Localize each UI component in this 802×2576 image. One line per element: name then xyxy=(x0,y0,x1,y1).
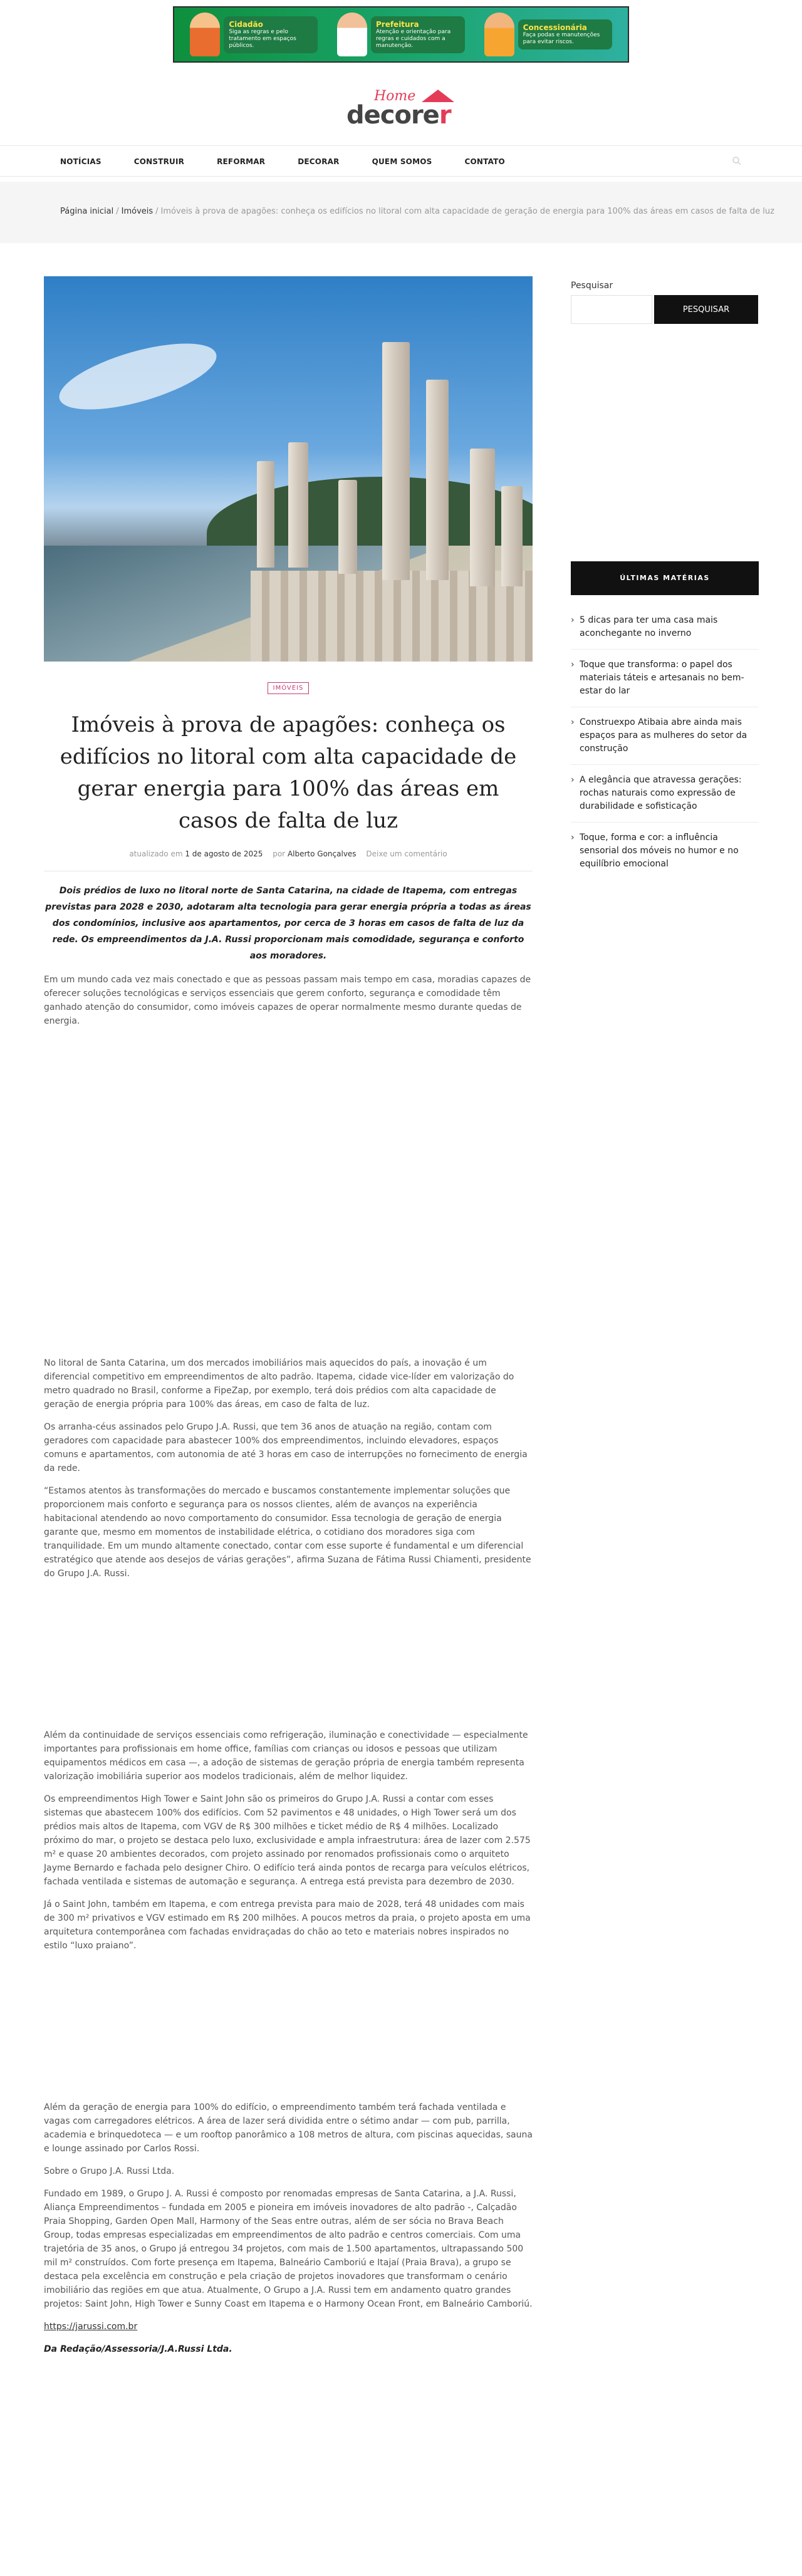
category-wrap xyxy=(44,680,533,694)
article-paragraph: Já o Saint John, também em Itapema, e com entrega prevista para maio de 2028, terá 48 unidades com mais de 300 m² privativos e VGV estimado em R$ 200 milhões. A poucos metros da praia, o projeto aposta em uma arquitetura contemporânea com fachadas envidraçadas do chão ao teto e materiais nobres inspirados no estilo “luxo praiano”. xyxy=(44,1899,531,1951)
cloud-shape xyxy=(53,330,223,423)
banner-title: Cidadão xyxy=(229,19,263,29)
logo-main-a: decore xyxy=(346,101,439,130)
article-signature: Da Redação/Assessoria/J.A.Russi Ltda. xyxy=(44,2344,232,2354)
company-link[interactable]: https://jarussi.com.br xyxy=(44,2322,138,2332)
worker-illustration xyxy=(337,13,367,56)
article-author[interactable]: Alberto Gonçalves xyxy=(287,849,357,858)
search-label: Pesquisar xyxy=(571,281,613,291)
latest-item[interactable] xyxy=(571,614,759,650)
tower-shape xyxy=(257,461,274,568)
article-lede: Dois prédios de luxo no litoral norte de Santa Catarina, na cidade de Itapema, com entregas previstas para 2028 e 2030, adotaram alta tecnologia para gerar energia própria a todas as áreas dos condomínios, inclusive aos apartamentos, por cerca de 3 horas em casos de falta de luz da rede. Os empreendimentos da J.A. Russi proporcionam mais comodidade, segurança e conforto aos moradores. xyxy=(45,886,531,961)
chevron-right-icon: › xyxy=(571,775,575,785)
main-nav xyxy=(0,145,802,177)
banner-title: Concessionária xyxy=(523,23,587,32)
chevron-right-icon: › xyxy=(571,833,575,843)
category-badge[interactable]: IMÓVEIS xyxy=(268,682,310,694)
citizen-illustration xyxy=(190,13,220,56)
logo-script-text: Home xyxy=(374,88,416,104)
latest-heading: ÚLTIMAS MATÉRIAS xyxy=(571,561,759,595)
ad-space xyxy=(44,1028,533,1348)
logo-main-text xyxy=(346,101,451,130)
article-paragraph: Os empreendimentos High Tower e Saint John são os primeiros do Grupo J.A. Russi a contar com esses sistemas que abastecem 100% dos edifícios. Com 52 pavimentos e 48 unidades, o High Tower será um dos prédios mais altos de Itapema, com VGV de R$ 300 milhões e ticket médio de R$ 4 milhões. Localizado próximo do mar, o projeto se destaca pelo luxo, exclusividade e ampla infraestrutura: área de lazer com 2.575 m² e quase 20 ambientes decorados, com projeto assinado por renomados profissionais como o arquiteto Jayme Bernardo e fachada pelo designer Chiro. O edifício terá ainda pontos de recarga para veículos elétricos, fachada ventilada e sistemas de automação e segurança. A entrega está prevista para dezembro de 2030. xyxy=(44,1794,531,1887)
banner-text: Atenção e orientação para regras e cuidados com a manutenção. xyxy=(375,28,451,49)
latest-item-label: Toque que transforma: o papel dos materiais táteis e artesanais no bem-estar do lar xyxy=(580,660,744,696)
latest-item[interactable] xyxy=(571,831,759,880)
banner-title: Prefeitura xyxy=(375,19,419,29)
chevron-right-icon: › xyxy=(571,615,575,625)
article-paragraph: Em um mundo cada vez mais conectado e que as pessoas passam mais tempo em casa, moradias capazes de oferecer soluções tecnológicas e serviços essenciais que gerem conforto, segurança e comodidade têm ganhado atenção do consumidor, como imóveis capazes de operar normalmente mesmo durante quedas de energia. xyxy=(44,975,531,1026)
breadcrumb-separator: / xyxy=(155,207,159,216)
article-paragraph: Fundado em 1989, o Grupo J. A. Russi é composto por renomadas empresas de Santa Catarina, a J.A. Russi, Aliança Empreendimentos – fundada em 2005 e pioneira em imóveis inovadores de alto padrão -, Calçadão Praia Shopping, Garden Open Mall, Harmony of the Seas entre outras, além de ser sócia no Brava Beach Group, todas empresas especializadas em empreendimentos de alto padrão e centros comerciais. Com uma trajetória de 35 anos, o Grupo já entregou 34 projetos, com mais de 1.500 apartamentos, ultrapassando 500 mil m² construídos. Com forte presença em Itapema, Balneário Camboriú e Itajaí (Praia Brava), a grupo se destaca pela excelência em construção e pela criação de projetos inovadores que transformam o cenário imobiliário das regiões em que atua. Atualmente, O Grupo a J.A. Russi tem em andamento quatro grandes projetos: Saint John, High Tower e Sunny Coast em Itapema e o Harmony Ocean Front, em Balneário Camboriú. xyxy=(44,2189,533,2309)
latest-item-label: A elegância que atravessa gerações: rochas naturais como expressão de durabilidade e sofisticação xyxy=(580,775,742,811)
breadcrumb-separator: / xyxy=(116,207,119,216)
nav-item-noticias[interactable]: NOTÍCIAS xyxy=(60,157,102,166)
latest-item[interactable] xyxy=(571,774,759,823)
article-paragraph: Além da continuidade de serviços essenciais como refrigeração, iluminação e conectividade — especialmente importantes para profissionais em home office, famílias com crianças ou idosos e pessoas que utilizam equipamentos médicos em casa —, a adoção de sistemas de geração própria de energia também representa valorização imobiliária superior aos modelos tradicionais, além de melhor liquidez. xyxy=(44,1730,528,1782)
nav-item-decorar[interactable]: DECORAR xyxy=(298,157,340,166)
tower-shape xyxy=(288,442,308,568)
tower-shape xyxy=(470,449,495,586)
nav-item-construir[interactable]: CONSTRUIR xyxy=(133,157,185,166)
technician-illustration xyxy=(484,13,514,56)
breadcrumb-bar xyxy=(0,182,802,243)
logo-main-b: r xyxy=(439,101,451,130)
hero-image-coastline xyxy=(44,276,533,662)
latest-item-label: Toque, forma e cor: a influência sensorial dos móveis no humor e no equilíbrio emocional xyxy=(580,833,739,869)
banner-slot-cidadao xyxy=(190,13,318,56)
nav-item-contato[interactable]: CONTATO xyxy=(464,157,505,166)
banner-box xyxy=(518,19,612,49)
article-paragraph: Os arranha-céus assinados pelo Grupo J.A. Russi, que tem 36 anos de atuação na região, contam com geradores com capacidade para abastecer 100% dos empreendimentos, incluindo elevadores, espaços comuns e apartamentos, com autonomia de até 3 horas em caso de interrupções no fornecimento de energia da rede. xyxy=(44,1422,528,1473)
latest-list xyxy=(571,614,759,888)
comment-link[interactable]: Deixe um comentário xyxy=(366,849,447,858)
ad-space xyxy=(44,1953,533,2092)
article-title: Imóveis à prova de apagões: conheça os edifícios no litoral com alta capacidade de gerar energia para 100% das áreas em casos de falta de luz xyxy=(60,712,517,833)
latest-item[interactable] xyxy=(571,716,759,765)
article-paragraph: “Estamos atentos às transformações do mercado e buscamos constantemente implementar soluções que proporcionem mais conforto e segurança para os nossos clientes, além de avanços na experiência habitacional atendendo ao novo comportamento do consumidor. Essa tecnologia de geração de energia garante que, mesmo em momentos de instabilidade elétrica, o cotidiano dos moradores siga com tranquilidade. Em um mundo altamente conectado, contar com esse suporte é fundamental e um diferencial estratégico que atende aos desejos de várias gerações”, afirma Suzana de Fátima Russi Chiamenti, presidente do Grupo J.A. Russi. xyxy=(44,1486,531,1579)
site-logo[interactable] xyxy=(344,86,458,130)
search-input[interactable] xyxy=(571,295,652,324)
tower-shape xyxy=(382,342,410,580)
tower-shape xyxy=(501,486,523,586)
article-paragraph: Sobre o Grupo J.A. Russi Ltda. xyxy=(44,2166,175,2176)
by-label: por xyxy=(273,849,286,858)
search-button[interactable]: PESQUISAR xyxy=(654,295,758,324)
updated-label: atualizado em xyxy=(129,849,183,858)
article-paragraph: Além da geração de energia para 100% do edifício, o empreendimento também terá fachada ventilada e vagas com carregadores elétricos. A área de lazer será dividida entre o sétimo andar — com pub, parrilla, academia e brinquedoteca — e um rooftop panorâmico a 108 metros de altura, com piscinas aquecidas, sauna e lounge assinado por Carlos Rossi. xyxy=(44,2102,533,2154)
top-banner-ad[interactable] xyxy=(173,6,629,63)
breadcrumb xyxy=(60,207,774,216)
nav-item-reformar[interactable]: REFORMAR xyxy=(217,157,266,166)
latest-item-label: 5 dicas para ter uma casa mais aconchegante no inverno xyxy=(580,615,718,638)
article xyxy=(44,276,533,2356)
latest-item-label: Construexpo Atibaia abre ainda mais espaços para as mulheres do setor da construção xyxy=(580,717,747,754)
nav-list xyxy=(60,146,538,177)
article-paragraph: No litoral de Santa Catarina, um dos mercados imobiliários mais aquecidos do país, a inovação é um diferencial competitivo em empreendimentos de alto padrão. Itapema, cidade vice-líder em valorização do metro quadrado no Brasil, conforme a FipeZap, por exemplo, terá dois prédios com alta capacidade de geração de energia própria para 100% das áreas, em caso de falta de luz. xyxy=(44,1358,514,1410)
banner-text: Faça podas e manutenções para evitar riscos. xyxy=(523,32,600,45)
chevron-right-icon: › xyxy=(571,660,575,670)
search-icon[interactable] xyxy=(732,156,742,166)
banner-box xyxy=(224,16,318,53)
banner-box xyxy=(371,16,465,53)
latest-item[interactable] xyxy=(571,658,759,707)
banner-slot-concessionaria xyxy=(484,13,612,56)
banner-text: Siga as regras e pelo tratamento em espaços públicos. xyxy=(229,28,296,49)
banner-slot-prefeitura xyxy=(337,13,465,56)
article-meta xyxy=(44,849,533,858)
house-roof-icon xyxy=(422,90,454,102)
nav-item-quem-somos[interactable]: QUEM SOMOS xyxy=(372,157,432,166)
breadcrumb-home[interactable]: Página inicial xyxy=(60,207,114,216)
chevron-right-icon: › xyxy=(571,717,575,727)
tower-shape xyxy=(426,380,449,580)
breadcrumb-current: Imóveis à prova de apagões: conheça os edifícios no litoral com alta capacidade de geração de energia para 100% das áreas em casos de falta de luz xyxy=(160,207,774,216)
ad-space xyxy=(44,1581,533,1720)
breadcrumb-section[interactable]: Imóveis xyxy=(121,207,154,216)
tower-shape xyxy=(338,480,357,574)
article-date: 1 de agosto de 2025 xyxy=(185,849,263,858)
